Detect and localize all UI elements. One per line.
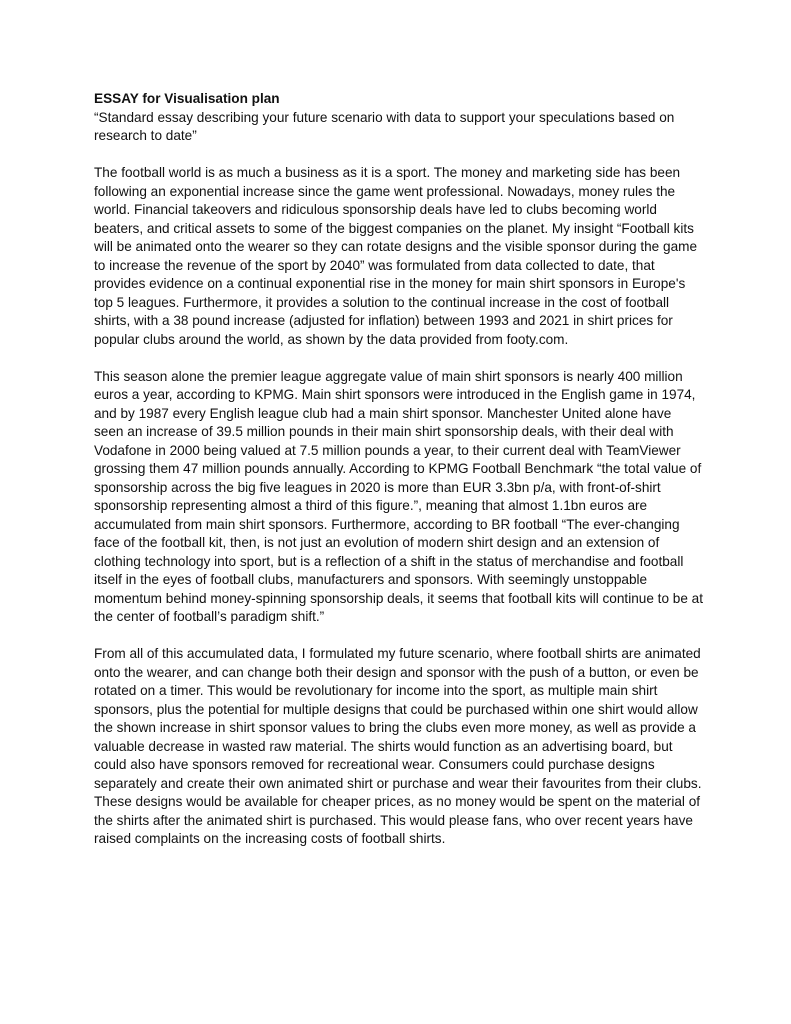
paragraph-intro: The football world is as much a business as it is a sport. The money and marketing side has been following an exponential increase since the game went professional. Nowadays, money rules the world. Financial takeovers and ridiculous sponsorship deals have led to clubs becoming world beaters, and critical assets to some of the biggest companies on the planet. My insight “Football kits will be animated onto the wearer so they can rotate designs and the visible sponsor during the game to increase the revenue of the sport by 2040” was formulated from data collected to date, that provides evidence on a continual exponential rise in the money for main shirt sponsors in Europe's top 5 leagues. Furthermore, it provides a solution to the continual increase in the cost of football shirts, with a 38 pound increase (adjusted for inflation) between 1993 and 2021 in shirt prices for popular clubs around the world, as shown by the data provided from footy.com.	[94, 165, 698, 347]
essay-title: ESSAY for Visualisation plan	[94, 91, 280, 106]
essay-subtitle: “Standard essay describing your future scenario with data to support your speculations based on research to date”	[94, 109, 675, 143]
document-page	[94, 90, 704, 867]
paragraph-sponsorship-data: This season alone the premier league aggregate value of main shirt sponsors is nearly 400 million euros a year, according to KPMG. Main shirt sponsors were introduced in the English game in 1974, and by 1987 every English league club had a main shirt sponsor. Manchester United alone have seen an increase of 39.5 million pounds in their main shirt sponsorship deals, with their deal with Vodafone in 2000 being valued at 7.5 million pounds a year, to their current deal with TeamViewer grossing them 47 million pounds annually. According to KPMG Football Benchmark “the total value of sponsorship across the big five leagues in 2020 is more than EUR 3.3bn p/a, with front-of-shirt sponsorship representing almost a third of this figure.”, meaning that almost 1.1bn euros are accumulated from main shirt sponsors. Furthermore, according to BR football “The ever-changing face of the football kit, then, is not just an evolution of modern shirt design and an extension of clothing technology into sport, but is a reflection of a shift in the status of merchandise and football itself in the eyes of football clubs, manufacturers and sponsors. With seemingly unstoppable momentum behind money-spinning sponsorship deals, it seems that football kits will continue to be at the center of football’s paradigm shift.”	[94, 368, 704, 624]
paragraph-future-scenario: From all of this accumulated data, I formulated my future scenario, where football shirts are animated onto the wearer, and can change both their design and sponsor with the push of a button, or even be rotated on a timer. This would be revolutionary for income into the sport, as multiple main shirt sponsors, plus the potential for multiple designs that could be purchased within one shirt would allow the shown increase in shirt sponsor values to bring the clubs even more money, as well as provide a valuable decrease in wasted raw material. The shirts would function as an advertising board, but could also have sponsors removed for recreational wear. Consumers could purchase designs separately and create their own animated shirt or purchase and wear their favourites from their clubs. These designs would be available for cheaper prices, as no money would be spent on the material of the shirts after the animated shirt is purchased. This would please fans, who over recent years have raised complaints on the increasing costs of football shirts.	[94, 646, 702, 846]
